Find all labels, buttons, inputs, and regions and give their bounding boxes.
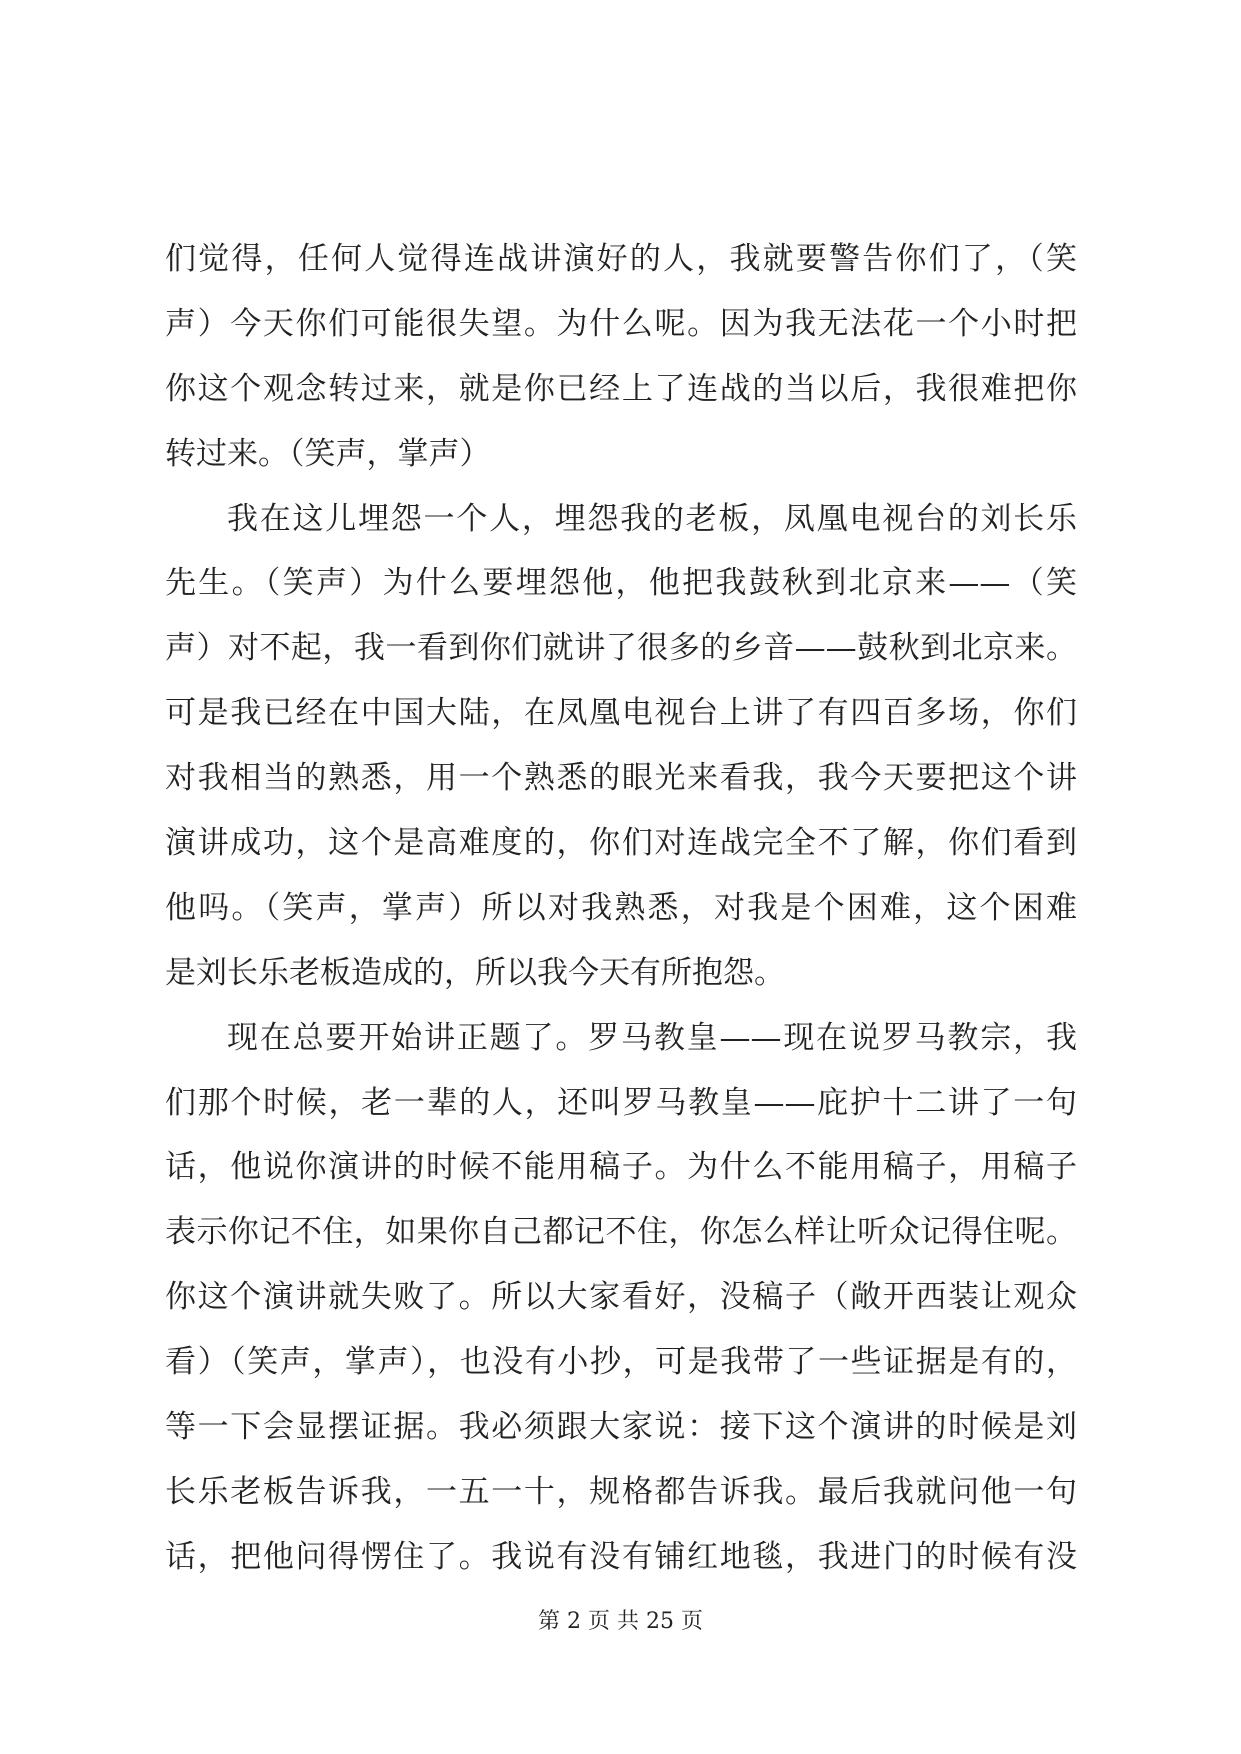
text-line: 转过来。（笑声，掌声） bbox=[165, 435, 491, 472]
text-line: 话，他说你演讲的时候不能用稿子。为什么不能用稿子，用稿子 bbox=[165, 1149, 1077, 1186]
text-line: 你这个演讲就失败了。所以大家看好，没稿子（敞开西装让观众 bbox=[165, 1279, 1077, 1316]
text-line: 看）（笑声，掌声），也没有小抄，可是我带了一些证据是有的， bbox=[165, 1344, 1077, 1381]
text-line: 现在总要开始讲正题了。罗马教皇——现在说罗马教宗，我 bbox=[227, 1019, 1077, 1056]
text-line: 他吗。（笑声，掌声）所以对我熟悉，对我是个困难，这个困难 bbox=[165, 889, 1077, 926]
text-line: 先生。（笑声）为什么要埋怨他，他把我鼓秋到北京来——（笑 bbox=[165, 565, 1077, 602]
text-line: 声）对不起，我一看到你们就讲了很多的乡音——鼓秋到北京来。 bbox=[165, 630, 1077, 667]
text-line: 是刘长乐老板造成的，所以我今天有所抱怨。 bbox=[165, 954, 785, 991]
text-line: 等一下会显摆证据。我必须跟大家说：接下这个演讲的时候是刘 bbox=[165, 1409, 1077, 1446]
text-line: 话，把他问得愣住了。我说有没有铺红地毯，我进门的时候有没 bbox=[165, 1538, 1077, 1575]
text-line: 演讲成功，这个是高难度的，你们对连战完全不了解，你们看到 bbox=[165, 825, 1077, 862]
page-footer: 第 2 页 共 25 页 bbox=[538, 1609, 703, 1634]
text-line: 我在这儿埋怨一个人，埋怨我的老板，凤凰电视台的刘长乐 bbox=[227, 500, 1077, 537]
text-line: 们那个时候，老一辈的人，还叫罗马教皇——庇护十二讲了一句 bbox=[165, 1084, 1077, 1121]
text-line: 可是我已经在中国大陆，在凤凰电视台上讲了有四百多场，你们 bbox=[165, 695, 1077, 732]
text-line: 对我相当的熟悉，用一个熟悉的眼光来看我，我今天要把这个讲 bbox=[165, 760, 1077, 797]
text-line: 们觉得，任何人觉得连战讲演好的人，我就要警告你们了，（笑 bbox=[165, 241, 1077, 277]
text-line: 声）今天你们可能很失望。为什么呢。因为我无法花一个小时把 bbox=[165, 305, 1077, 342]
text-line: 表示你记不住，如果你自己都记不住，你怎么样让听众记得住呢。 bbox=[165, 1214, 1077, 1251]
text-line: 长乐老板告诉我，一五一十，规格都告诉我。最后我就问他一句 bbox=[165, 1473, 1077, 1510]
body-text bbox=[165, 227, 1077, 1590]
text-line: 你这个观念转过来，就是你已经上了连战的当以后，我很难把你 bbox=[165, 370, 1077, 407]
